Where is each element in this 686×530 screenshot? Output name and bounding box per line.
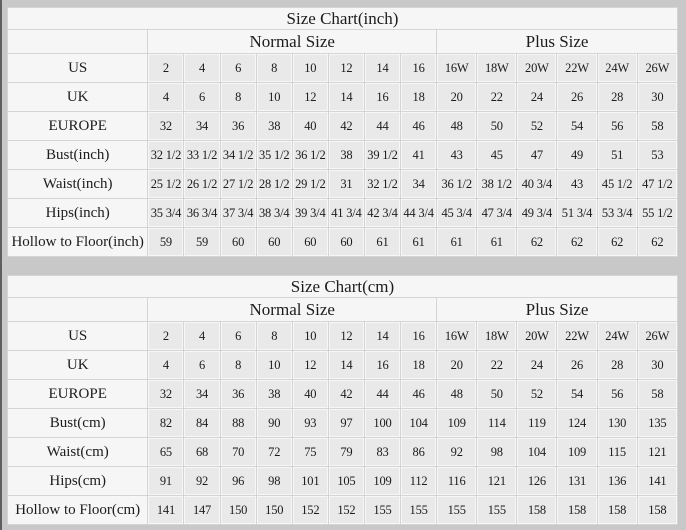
cell-value: 158 [557,496,597,525]
cell-value: 48 [437,112,477,141]
table-row [8,228,678,257]
row-label: Hollow to Floor(cm) [8,496,148,525]
cell-value: 68 [184,438,220,467]
cell-value: 31 [328,170,364,199]
cell-value: 37 3/4 [220,199,256,228]
table-title: Size Chart(inch) [8,8,678,30]
cell-value: 124 [557,409,597,438]
cell-value: 36 [220,380,256,409]
cell-value: 47 1/2 [637,170,677,199]
cell-value: 26 1/2 [184,170,220,199]
cell-value: 56 [597,112,637,141]
cell-value: 84 [184,409,220,438]
row-label: EUROPE [8,112,148,141]
cell-value: 55 1/2 [637,199,677,228]
cell-value: 61 [401,228,437,257]
cell-value: 14 [328,351,364,380]
cell-value: 33 1/2 [184,141,220,170]
cell-value: 79 [328,438,364,467]
cell-value: 34 1/2 [220,141,256,170]
cell-value: 22 [477,351,517,380]
cell-value: 24W [597,54,637,83]
cell-value: 30 [637,351,677,380]
cell-value: 32 1/2 [364,170,400,199]
cell-value: 6 [184,83,220,112]
table-row [8,199,678,228]
table-row [8,496,678,525]
cell-value: 20W [517,54,557,83]
cell-value: 58 [637,380,677,409]
size-chart-cm [7,275,680,525]
cell-value: 50 [477,380,517,409]
cell-value: 114 [477,409,517,438]
cell-value: 2 [148,54,184,83]
corner-cell [8,298,148,322]
cell-value: 98 [256,467,292,496]
cell-value: 45 3/4 [437,199,477,228]
cell-value: 38 [328,141,364,170]
cell-value: 12 [328,54,364,83]
cell-value: 135 [637,409,677,438]
cell-value: 26W [637,322,677,351]
cell-value: 8 [220,351,256,380]
cell-value: 60 [256,228,292,257]
cell-value: 62 [637,228,677,257]
cell-value: 56 [597,380,637,409]
cell-value: 100 [364,409,400,438]
table-row [8,351,678,380]
cell-value: 105 [328,467,364,496]
cell-value: 16W [437,322,477,351]
cell-value: 32 [148,112,184,141]
cell-value: 52 [517,112,557,141]
cell-value: 121 [637,438,677,467]
table-row [8,380,678,409]
cell-value: 6 [220,54,256,83]
size-table [7,7,678,257]
cell-value: 40 [292,112,328,141]
table-row [8,54,678,83]
cell-value: 46 [401,112,437,141]
size-chart-inch [7,7,680,257]
cell-value: 22W [557,322,597,351]
cell-value: 24W [597,322,637,351]
cell-value: 59 [184,228,220,257]
table-row [8,83,678,112]
table-title: Size Chart(cm) [8,276,678,298]
cell-value: 130 [597,409,637,438]
cell-value: 40 [292,380,328,409]
cell-value: 35 3/4 [148,199,184,228]
row-label: Hips(inch) [8,199,148,228]
row-label: UK [8,83,148,112]
cell-value: 65 [148,438,184,467]
cell-value: 61 [437,228,477,257]
row-label: Hollow to Floor(inch) [8,228,148,257]
cell-value: 116 [437,467,477,496]
cell-value: 41 3/4 [328,199,364,228]
cell-value: 43 [437,141,477,170]
cell-value: 32 1/2 [148,141,184,170]
cell-value: 4 [184,322,220,351]
cell-value: 88 [220,409,256,438]
cell-value: 26 [557,83,597,112]
cell-value: 22W [557,54,597,83]
cell-value: 24 [517,351,557,380]
cell-value: 47 [517,141,557,170]
cell-value: 8 [220,83,256,112]
cell-value: 45 [477,141,517,170]
cell-value: 27 1/2 [220,170,256,199]
cell-value: 46 [401,380,437,409]
cell-value: 6 [220,322,256,351]
cell-value: 25 1/2 [148,170,184,199]
cell-value: 16W [437,54,477,83]
cell-value: 45 1/2 [597,170,637,199]
cell-value: 18 [401,83,437,112]
cell-value: 60 [220,228,256,257]
cell-value: 109 [557,438,597,467]
cell-value: 155 [364,496,400,525]
cell-value: 96 [220,467,256,496]
cell-value: 38 1/2 [477,170,517,199]
cell-value: 62 [557,228,597,257]
cell-value: 126 [517,467,557,496]
cell-value: 36 3/4 [184,199,220,228]
cell-value: 20 [437,83,477,112]
cell-value: 38 3/4 [256,199,292,228]
cell-value: 18W [477,54,517,83]
cell-value: 119 [517,409,557,438]
table-row [8,322,678,351]
cell-value: 72 [256,438,292,467]
row-label: Bust(inch) [8,141,148,170]
row-label: US [8,54,148,83]
cell-value: 8 [256,54,292,83]
cell-value: 109 [437,409,477,438]
cell-value: 16 [364,83,400,112]
cell-value: 59 [148,228,184,257]
cell-value: 152 [328,496,364,525]
cell-value: 92 [184,467,220,496]
cell-value: 104 [401,409,437,438]
cell-value: 16 [401,322,437,351]
cell-value: 60 [292,228,328,257]
cell-value: 4 [148,351,184,380]
group-header-normal-size: Normal Size [148,30,437,54]
content-area [2,0,686,525]
cell-value: 39 3/4 [292,199,328,228]
cell-value: 61 [364,228,400,257]
cell-value: 51 [597,141,637,170]
cell-value: 38 [256,380,292,409]
group-header-plus-size: Plus Size [437,30,678,54]
table-row [8,141,678,170]
cell-value: 32 [148,380,184,409]
cell-value: 47 3/4 [477,199,517,228]
cell-value: 155 [477,496,517,525]
cell-value: 16 [364,351,400,380]
cell-value: 20W [517,322,557,351]
row-label: UK [8,351,148,380]
cell-value: 28 [597,351,637,380]
cell-value: 53 [637,141,677,170]
cell-value: 53 3/4 [597,199,637,228]
cell-value: 54 [557,112,597,141]
cell-value: 101 [292,467,328,496]
table-row [8,170,678,199]
table-row [8,467,678,496]
cell-value: 147 [184,496,220,525]
cell-value: 49 3/4 [517,199,557,228]
cell-value: 104 [517,438,557,467]
cell-value: 62 [597,228,637,257]
cell-value: 14 [364,54,400,83]
cell-value: 10 [256,351,292,380]
cell-value: 49 [557,141,597,170]
cell-value: 34 [184,380,220,409]
row-label: US [8,322,148,351]
cell-value: 60 [328,228,364,257]
cell-value: 48 [437,380,477,409]
cell-value: 86 [401,438,437,467]
cell-value: 14 [364,322,400,351]
cell-value: 12 [328,322,364,351]
row-label: Hips(cm) [8,467,148,496]
cell-value: 4 [148,83,184,112]
cell-value: 44 3/4 [401,199,437,228]
cell-value: 131 [557,467,597,496]
cell-value: 12 [292,351,328,380]
row-label: EUROPE [8,380,148,409]
table-row [8,112,678,141]
cell-value: 18W [477,322,517,351]
cell-value: 42 [328,112,364,141]
cell-value: 54 [557,380,597,409]
cell-value: 152 [292,496,328,525]
cell-value: 41 [401,141,437,170]
cell-value: 150 [256,496,292,525]
cell-value: 22 [477,83,517,112]
cell-value: 29 1/2 [292,170,328,199]
cell-value: 10 [292,54,328,83]
cell-value: 112 [401,467,437,496]
cell-value: 36 1/2 [437,170,477,199]
cell-value: 52 [517,380,557,409]
cell-value: 90 [256,409,292,438]
cell-value: 2 [148,322,184,351]
cell-value: 155 [437,496,477,525]
cell-value: 10 [292,322,328,351]
cell-value: 42 3/4 [364,199,400,228]
cell-value: 35 1/2 [256,141,292,170]
cell-value: 40 3/4 [517,170,557,199]
cell-value: 92 [437,438,477,467]
group-header-plus-size: Plus Size [437,298,678,322]
cell-value: 141 [637,467,677,496]
table-row [8,409,678,438]
row-label: Waist(cm) [8,438,148,467]
cell-value: 91 [148,467,184,496]
corner-cell [8,30,148,54]
cell-value: 30 [637,83,677,112]
cell-value: 36 1/2 [292,141,328,170]
cell-value: 75 [292,438,328,467]
cell-value: 36 [220,112,256,141]
cell-value: 150 [220,496,256,525]
cell-value: 24 [517,83,557,112]
cell-value: 12 [292,83,328,112]
cell-value: 42 [328,380,364,409]
cell-value: 10 [256,83,292,112]
cell-value: 158 [517,496,557,525]
cell-value: 93 [292,409,328,438]
cell-value: 50 [477,112,517,141]
cell-value: 158 [637,496,677,525]
cell-value: 8 [256,322,292,351]
cell-value: 61 [477,228,517,257]
table-row [8,438,678,467]
row-label: Waist(inch) [8,170,148,199]
cell-value: 115 [597,438,637,467]
cell-value: 97 [328,409,364,438]
cell-value: 62 [517,228,557,257]
cell-value: 16 [401,54,437,83]
group-header-normal-size: Normal Size [148,298,437,322]
cell-value: 58 [637,112,677,141]
size-table [7,275,678,525]
cell-value: 98 [477,438,517,467]
cell-value: 51 3/4 [557,199,597,228]
cell-value: 158 [597,496,637,525]
cell-value: 44 [364,380,400,409]
cell-value: 26 [557,351,597,380]
cell-value: 26W [637,54,677,83]
cell-value: 38 [256,112,292,141]
row-label: Bust(cm) [8,409,148,438]
cell-value: 83 [364,438,400,467]
cell-value: 6 [184,351,220,380]
cell-value: 136 [597,467,637,496]
cell-value: 4 [184,54,220,83]
cell-value: 82 [148,409,184,438]
cell-value: 34 [401,170,437,199]
cell-value: 34 [184,112,220,141]
cell-value: 44 [364,112,400,141]
cell-value: 28 1/2 [256,170,292,199]
cell-value: 121 [477,467,517,496]
cell-value: 18 [401,351,437,380]
cell-value: 155 [401,496,437,525]
cell-value: 20 [437,351,477,380]
cell-value: 14 [328,83,364,112]
cell-value: 43 [557,170,597,199]
cell-value: 70 [220,438,256,467]
cell-value: 109 [364,467,400,496]
cell-value: 141 [148,496,184,525]
cell-value: 39 1/2 [364,141,400,170]
cell-value: 28 [597,83,637,112]
